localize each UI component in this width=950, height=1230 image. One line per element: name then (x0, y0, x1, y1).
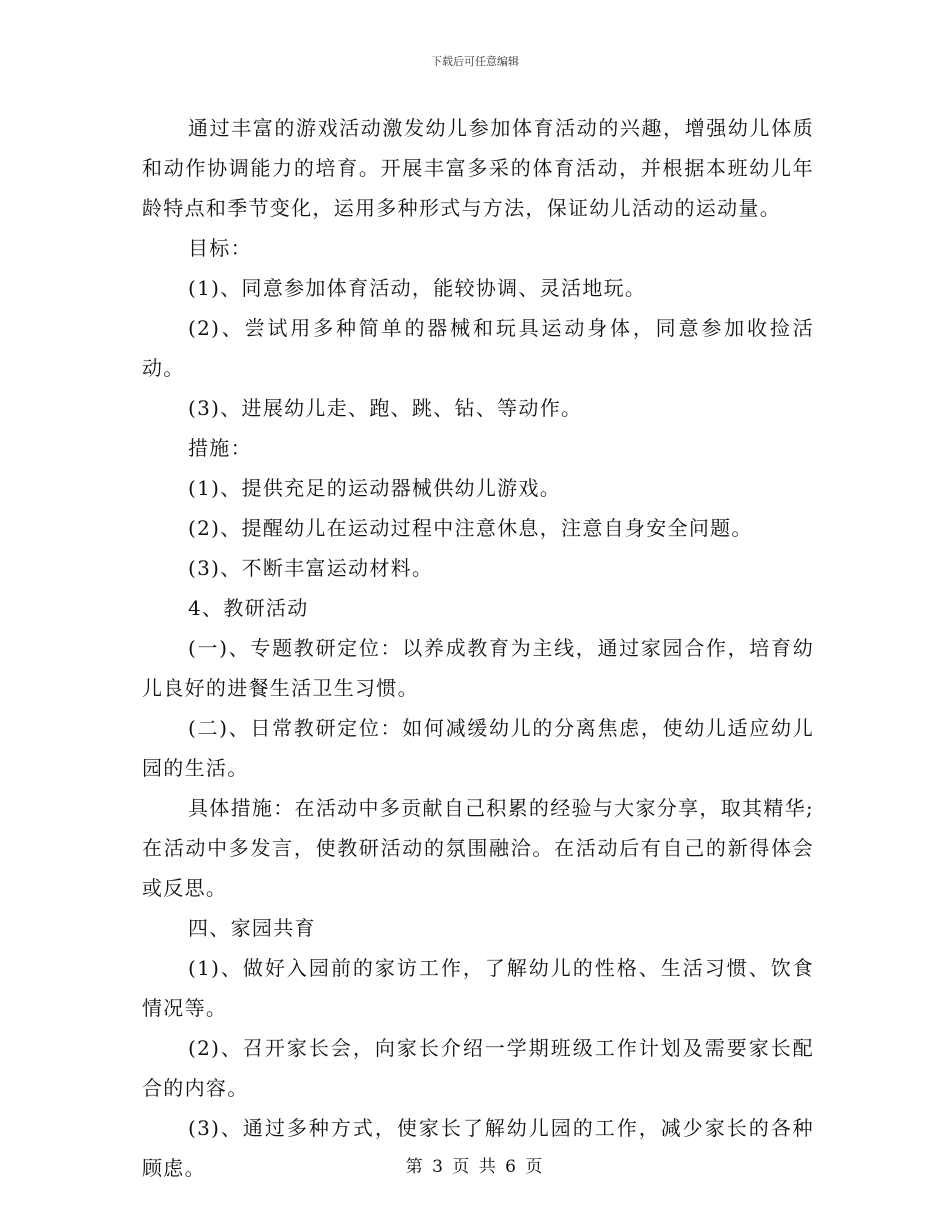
paragraph-goal-3: (3)、进展幼儿走、跑、跳、钻、等动作。 (188, 396, 583, 420)
paragraph-measures-heading: 措施： (188, 436, 252, 460)
paragraph-goal-1: (1)、同意参加体育活动，能较协调、灵活地玩。 (188, 276, 647, 300)
paragraph-goal-2: (2)、尝试用多种简单的器械和玩具运动身体，同意参加收捡活动。 (142, 316, 814, 380)
document-body (142, 108, 814, 1188)
paragraph-section-home-school: 四、家园共育 (188, 916, 316, 940)
paragraph-measure-1: (1)、提供充足的运动器械供幼儿游戏。 (188, 476, 562, 500)
paragraph-home-school-3: (3)、通过多种方式，使家长了解幼儿园的工作，减少家长的各种顾虑。 (142, 1116, 814, 1180)
paragraph-research-2: (二)、日常教研定位：如何减缓幼儿的分离焦虑，使幼儿适应幼儿园的生活。 (142, 716, 814, 780)
paragraph-research-measures: 具体措施：在活动中多贡献自己积累的经验与大家分享，取其精华;在活动中多发言，使教研活动的氛围融洽。在活动后有自己的新得体会或反思。 (142, 796, 814, 900)
page-header: 下载后可任意编辑 (431, 55, 519, 68)
page-number: 第 3 页 共 6 页 (405, 1157, 545, 1177)
paragraph-measure-2: (2)、提醒幼儿在运动过程中注意休息，注意自身安全问题。 (188, 516, 753, 540)
paragraph-research-1: (一)、专题教研定位：以养成教育为主线，通过家园合作，培育幼儿良好的进餐生活卫生习惯。 (142, 636, 814, 700)
paragraph-home-school-1: (1)、做好入园前的家访工作，了解幼儿的性格、生活习惯、饮食情况等。 (142, 956, 814, 1020)
paragraph-goals-heading: 目标： (188, 236, 252, 260)
paragraph-measure-3: (3)、不断丰富运动材料。 (188, 556, 434, 580)
paragraph-section-research: 4、教研活动 (188, 596, 309, 620)
paragraph-intro: 通过丰富的游戏活动激发幼儿参加体育活动的兴趣，增强幼儿体质和动作协调能力的培育。开展丰富多采的体育活动，并根据本班幼儿年龄特点和季节变化，运用多种形式与方法，保证幼儿活动的运动量。 (142, 116, 814, 220)
paragraph-home-school-2: (2)、召开家长会，向家长介绍一学期班级工作计划及需要家长配合的内容。 (142, 1036, 814, 1100)
